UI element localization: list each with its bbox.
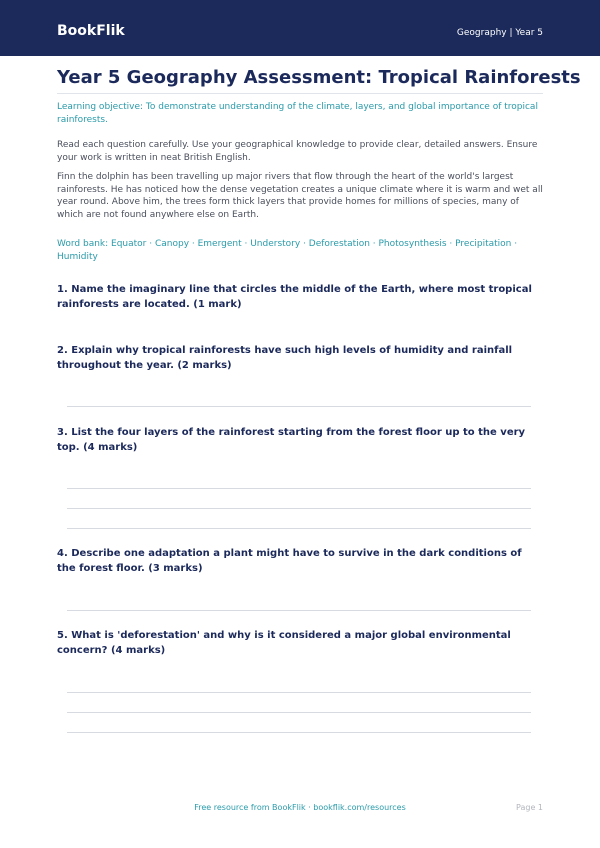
question-5: 5. What is 'deforestation' and why is it considered a major global environmental concern? (4 marks) xyxy=(57,630,511,656)
answer-line[interactable] xyxy=(67,732,531,733)
page-title: Year 5 Geography Assessment: Tropical Rainforests xyxy=(57,67,581,88)
question-3: 3. List the four layers of the rainforest starting from the forest floor up to the very top. (4 marks) xyxy=(57,427,526,453)
title-divider xyxy=(57,93,543,94)
brand-logo[interactable]: BookFlik xyxy=(57,23,125,39)
instructions: Read each question carefully. Use your geographical knowledge to provide clear, detailed answers. Ensure your work is written in neat British English. xyxy=(57,140,538,163)
answer-line[interactable] xyxy=(67,610,531,611)
learning-objective: Learning objective: To demonstrate understanding of the climate, layers, and global importance of tropical rainforests. xyxy=(57,102,538,125)
answer-line[interactable] xyxy=(67,508,531,509)
answer-line[interactable] xyxy=(67,406,531,407)
word-bank: Word bank: Equator · Canopy · Emergent · Understory · Deforestation · Photosynthesis · Precipitation · Humidity xyxy=(57,239,518,262)
footer-link[interactable]: Free resource from BookFlik · bookflik.com/resources xyxy=(194,803,406,812)
question-4: 4. Describe one adaptation a plant might have to survive in the dark conditions of the forest floor. (3 marks) xyxy=(57,548,522,574)
subject-label: Geography | Year 5 xyxy=(456,28,543,38)
answer-line[interactable] xyxy=(67,488,531,489)
answer-line[interactable] xyxy=(67,712,531,713)
question-1: 1. Name the imaginary line that circles the middle of the Earth, where most tropical rainforests are located. (1 mark) xyxy=(57,284,532,310)
page-number: Page 1 xyxy=(516,803,543,812)
reading-passage: Finn the dolphin has been travelling up major rivers that flow through the heart of the world's largest rainforests. He has noticed how the dense vegetation creates a unique climate where it is warm and wet all year round. Above him, the trees form thick layers that provide homes for millions of species, many of which are not found anywhere else on Earth. xyxy=(57,172,543,220)
answer-line[interactable] xyxy=(67,692,531,693)
answer-line[interactable] xyxy=(67,528,531,529)
question-2: 2. Explain why tropical rainforests have such high levels of humidity and rainfall throughout the year. (2 marks) xyxy=(57,345,513,371)
page-header xyxy=(0,0,600,56)
